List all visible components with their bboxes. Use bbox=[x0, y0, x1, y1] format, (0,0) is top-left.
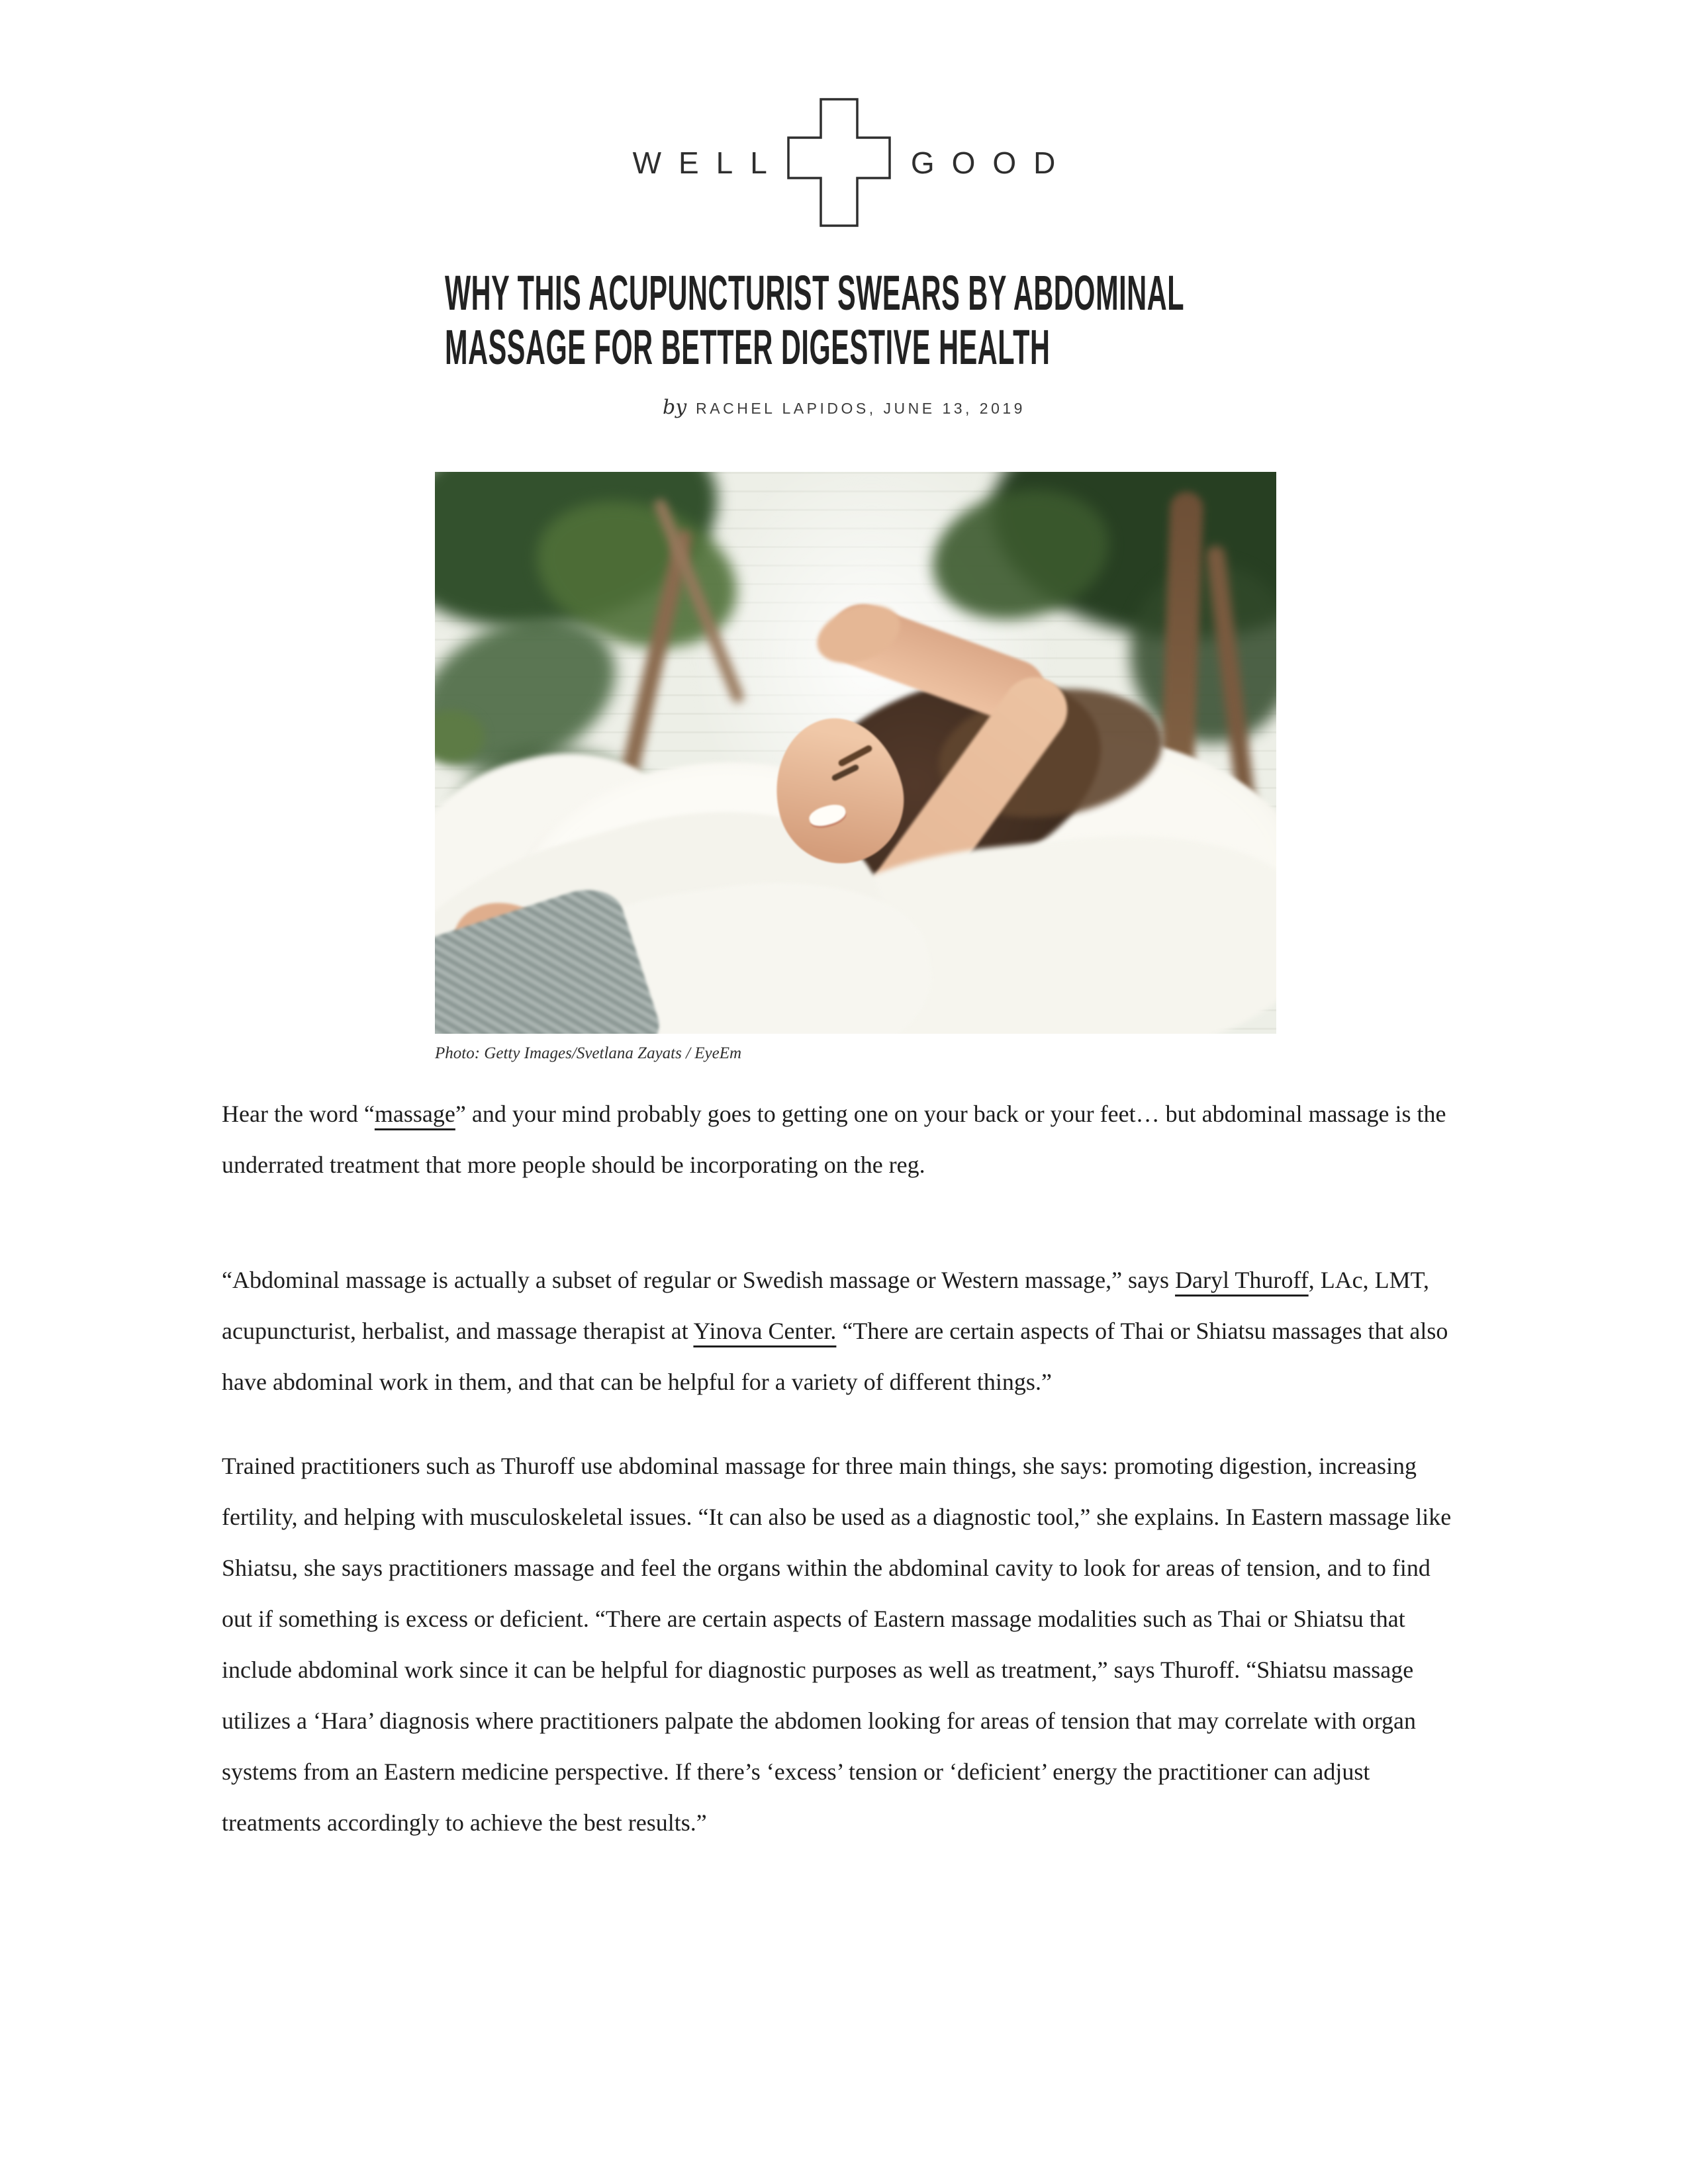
article-title-line2: MASSAGE FOR BETTER DIGESTIVE HEALTH bbox=[445, 319, 1051, 375]
logo-word-good: GOOD bbox=[910, 145, 1073, 180]
article-figure bbox=[435, 472, 1276, 1063]
wellgood-logo[interactable] bbox=[0, 98, 1688, 227]
article-title bbox=[445, 266, 1688, 375]
article-title-line1: WHY THIS ACUPUNCTURIST SWEARS BY ABDOMINAL bbox=[445, 265, 1185, 320]
logo-word-well: WELL bbox=[632, 145, 784, 180]
paragraph-1 bbox=[222, 1089, 1466, 1191]
text-segment: ” and your mind probably goes to getting one on your back or your feet… but abdominal massage is the underrated treatment that more people should be incorporating on the reg. bbox=[222, 1101, 1446, 1178]
photo-credit: Photo: Getty Images/Svetlana Zayats / EyeEm bbox=[435, 1044, 742, 1062]
text-segment: “There are certain aspects of Thai or Shiatsu massages that also have abdominal work in them, and that can be helpful for a variety of different things.” bbox=[222, 1318, 1448, 1395]
paragraph-3 bbox=[222, 1441, 1466, 1848]
text-segment: , LAc, LMT, acupuncturist, herbalist, and massage therapist at bbox=[222, 1267, 1429, 1344]
paragraph-2 bbox=[222, 1255, 1466, 1408]
text-segment: Hear the word “ bbox=[222, 1101, 375, 1127]
text-segment: Trained practitioners such as Thuroff use abdominal massage for three main things, she says: promoting digestion, increasing fertility, and helping with musculoskeletal issues. “It can also be used as a diagnostic tool,” she explains. In Eastern massage like Shiatsu, she says practitioners massage and feel the organs within the abdominal cavity to look for areas of tension, and to find out if something is excess or deficient. “There are certain aspects of Eastern massage modalities such as Thai or Shiatsu that include abdominal work since it can be helpful for diagnostic purposes as well as treatment,” says Thuroff. “Shiatsu massage utilizes a ‘Hara’ diagnosis where practitioners palpate the abdomen looking for areas of tension that may correlate with organ systems from an Eastern medicine perspective. If there’s ‘excess’ tension or ‘deficient’ energy the practitioner can adjust treatments accordingly to achieve the best results.” bbox=[222, 1453, 1452, 1836]
byline bbox=[0, 396, 1688, 419]
byline-author-date: RACHEL LAPIDOS, JUNE 13, 2019 bbox=[696, 400, 1025, 417]
inline-link[interactable]: Yinova Center. bbox=[693, 1318, 837, 1344]
text-segment: “Abdominal massage is actually a subset of regular or Swedish massage or Western massage,” says bbox=[222, 1267, 1176, 1293]
inline-link[interactable]: massage bbox=[374, 1101, 455, 1127]
plus-cross-icon bbox=[787, 98, 891, 227]
article-body bbox=[222, 1089, 1466, 1882]
byline-prefix: by bbox=[663, 396, 687, 419]
article-photo bbox=[435, 472, 1276, 1034]
inline-link[interactable]: Daryl Thuroff bbox=[1175, 1267, 1309, 1293]
